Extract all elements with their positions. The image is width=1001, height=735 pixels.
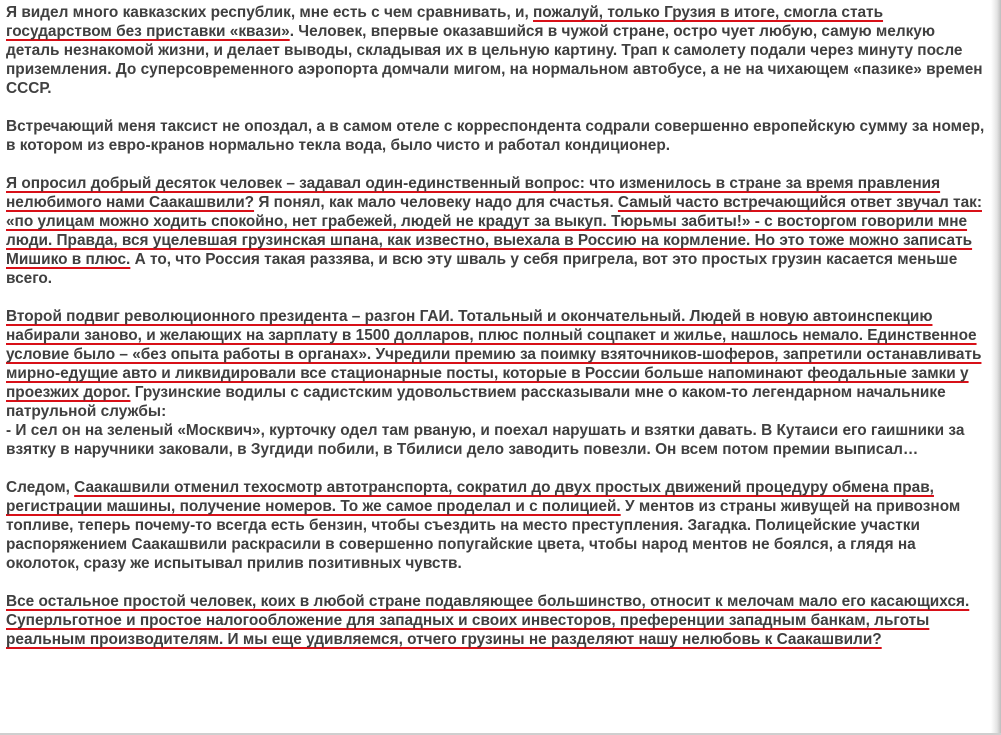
paragraph-3-highlight-1: Я опросил добрый десяток человек – задавал один-единственный вопрос: что изменилось в стране за время правления нелюбимого нами Саакашвили?	[6, 175, 941, 211]
page-edge-shadow	[991, 0, 1001, 735]
paragraph-3-text-rest: А то, что Россия такая раззява, и всю эту шваль у себя пригрела, вот это простых грузин касается меньше всего.	[6, 251, 958, 287]
paragraph-3	[6, 174, 991, 288]
paragraph-4-highlight: Второй подвиг революционного президента – разгон ГАИ. Тотальный и окончательный. Людей в новую автоинспекцию набирали заново, и желающих на зарплату в 1500 долларов, плюс полный соцпакет и жилье, нашлось немало. Единственное условие было – «без опыта работы в органах». Учредили премию за поимку взяточников-шоферов, запретили останавливать мирно-едущие авто и ликвидировали все стационарные посты, которые в России больше напоминают феодальные замки у проезжих дорог.	[6, 308, 982, 401]
paragraph-6-highlight: Все остальное простой человек, коих в любой стране подавляющее большинство, относит к мелочам мало его касающихся. Суперльготное и простое налогообложение для западных и своих инвесторов, преференции западным банкам, льготы реальным производителям. И мы еще удивляемся, отчего грузины не разделяют нашу нелюбовь к Саакашвили?	[6, 593, 970, 648]
paragraph-5-text-rest: У ментов из страны живущей на привозном топливе, теперь почему-то всегда есть бензин, чтобы съездить на место преступления. Загадка. Полицейские участки распоряжением Саакашвили раскрасили в совершенно попугайские цвета, чтобы народ ментов не боялся, а глядя на околоток, сразу же испытывал прилив позитивных чувств.	[6, 498, 961, 572]
paragraph-6	[6, 592, 991, 649]
paragraph-5	[6, 478, 991, 573]
paragraph-4	[6, 307, 991, 459]
paragraph-1	[6, 3, 991, 98]
article-text	[6, 3, 991, 668]
paragraph-2	[6, 117, 991, 155]
paragraph-1-highlight: пожалуй, только Грузия в итоге, смогла стать государством без приставки «квази»	[6, 4, 884, 40]
paragraph-5-highlight: Саакашвили отменил техосмотр автотранспорта, сократил до двух простых движений процедуру обмена прав, регистрации машины, получение номеров. То же самое проделал и с полицией.	[6, 479, 934, 515]
paragraph-4-text: Грузинские водилы с садистским удовольствием рассказывали мне о каком-то легендарном начальнике патрульной службы:	[6, 384, 946, 420]
paragraph-5-text: Следом,	[6, 479, 75, 496]
paragraph-3-text: Я понял, как мало человеку надо для счастья.	[254, 194, 618, 211]
paragraph-3-highlight-2: Самый часто встречающийся ответ звучал так: «по улицам можно ходить спокойно, нет грабежей, людей не крадут за выкуп. Тюрьмы забиты!» - с восторгом говорили мне люди. Правда, вся уцелевшая грузинская шпана, как известно, выехала в Россию на кормление. Но это тоже можно записать Мишико в плюс.	[6, 194, 982, 268]
paragraph-1-text-rest: . Человек, впервые оказавшийся в чужой стране, остро чует любую, самую мелкую деталь незнакомой жизни, и делает выводы, складывая их в цельную картину. Трап к самолету подали через минуту после приземления. До суперсовременного аэропорта домчали мигом, на нормальном автобусе, а не на чихающем «пазике» времен СССР.	[6, 23, 983, 97]
paragraph-4-quote: - И сел он на зеленый «Москвич», курточку одел там рваную, и поехал нарушать и взятки давать. В Кутаиси его гаишники за взятку в наручники заковали, в Зугдиди побили, в Тбилиси дело заводить повезли. Он всем потом премии выписал…	[6, 422, 965, 458]
paragraph-1-text: Я видел много кавказских республик, мне есть с чем сравнивать, и,	[6, 4, 534, 21]
paragraph-2-text: Встречающий меня таксист не опоздал, а в самом отеле с корреспондента содрали совершенно европейскую сумму за номер, в котором из евро-кранов нормально текла вода, было чисто и работал кондиционер.	[6, 118, 985, 154]
